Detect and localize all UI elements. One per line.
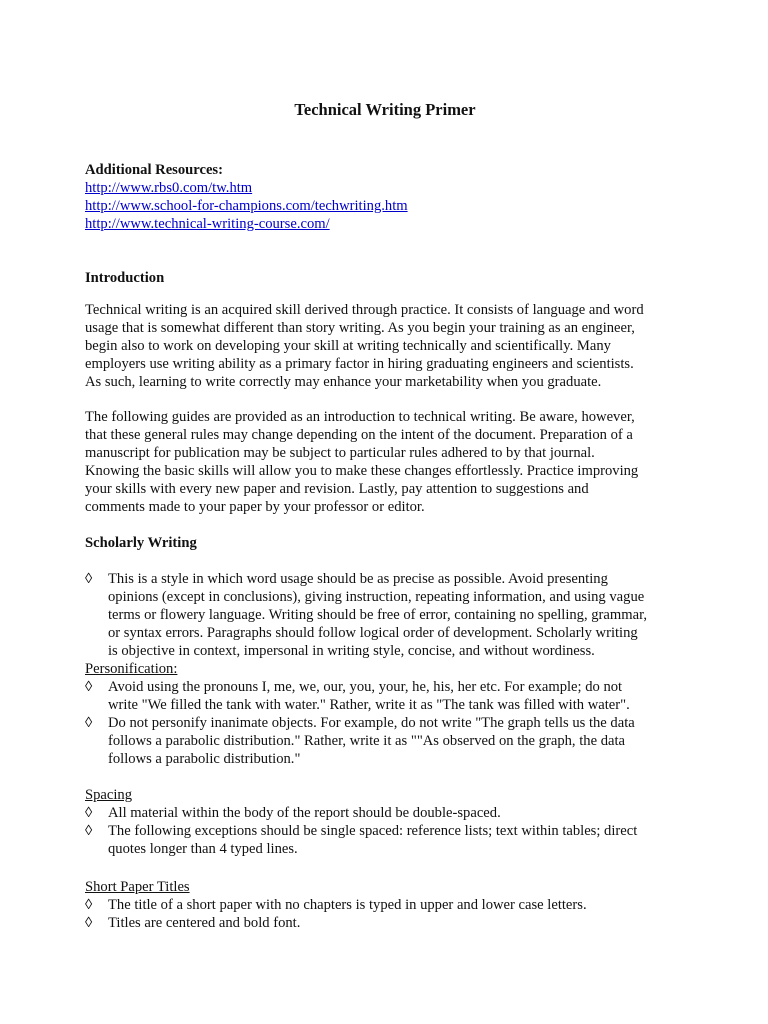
bullet-line: Avoid using the pronouns I, me, we, our, you, your, he, his, her etc. For example; do not — [108, 679, 623, 695]
personification-bullet-list — [85, 678, 685, 768]
bullet-line: is objective in context, impersonal in writing style, concise, and without wordiness. — [108, 643, 595, 659]
list-item — [85, 570, 685, 660]
additional-resources — [85, 161, 685, 233]
short-paper-titles-subheading: Short Paper Titles — [85, 879, 190, 895]
diamond-bullet-icon: ◊ — [85, 805, 93, 821]
resource-link-technical-writing-course[interactable]: http://www.technical-writing-course.com/ — [85, 216, 330, 232]
bullet-line: The following exceptions should be single spaced: reference lists; text within tables; direct — [108, 823, 638, 839]
intro-p2-line: that these general rules may change depending on the intent of the document. Preparation of a — [85, 427, 633, 443]
diamond-bullet-icon: ◊ — [85, 897, 93, 913]
scholarly-section — [85, 570, 685, 768]
intro-p1-line: employers use writing ability as a primary factor in hiring graduating engineers and scientists. — [85, 356, 634, 372]
intro-p2-line: manuscript for publication may be subject to particular rules adhered to by that journal. — [85, 445, 595, 461]
short-paper-titles-section — [85, 878, 685, 932]
resource-link-rbs0[interactable]: http://www.rbs0.com/tw.htm — [85, 180, 253, 196]
intro-p2-line: The following guides are provided as an introduction to technical writing. Be aware, however, — [85, 409, 635, 425]
list-item — [85, 822, 685, 858]
list-item — [85, 896, 685, 914]
bullet-line: follows a parabolic distribution." Rather, write it as ""As observed on the graph, the data — [108, 733, 625, 749]
bullet-line: Do not personify inanimate objects. For example, do not write "The graph tells us the data — [108, 715, 635, 731]
list-item — [85, 678, 685, 714]
diamond-bullet-icon: ◊ — [85, 915, 93, 931]
bullet-line: The title of a short paper with no chapters is typed in upper and lower case letters. — [108, 897, 587, 913]
bullet-line: follows a parabolic distribution." — [108, 751, 301, 767]
personification-subheading: Personification: — [85, 661, 178, 677]
spacing-subheading: Spacing — [85, 787, 133, 803]
titles-bullet-list — [85, 896, 685, 932]
list-item — [85, 714, 685, 768]
resources-heading: Additional Resources: — [85, 162, 223, 178]
intro-p1-line: usage that is somewhat different than story writing. As you begin your training as an engineer, — [85, 320, 635, 336]
diamond-bullet-icon: ◊ — [85, 715, 93, 731]
scholarly-bullet-list — [85, 570, 685, 660]
bullet-line: All material within the body of the report should be double-spaced. — [108, 805, 501, 821]
document-title: Technical Writing Primer — [294, 100, 476, 119]
intro-p1-line: begin also to work on developing your skill at writing technically and scientifically. Many — [85, 338, 611, 354]
bullet-line: This is a style in which word usage should be as precise as possible. Avoid presenting — [108, 571, 608, 587]
bullet-line: opinions (except in conclusions), giving instruction, repeating information, and using vague — [108, 589, 645, 605]
diamond-bullet-icon: ◊ — [85, 823, 93, 839]
introduction-paragraph-2 — [85, 408, 685, 516]
scholarly-heading-block — [85, 534, 685, 552]
bullet-line: or syntax errors. Paragraphs should follow logical order of development. Scholarly writing — [108, 625, 638, 641]
diamond-bullet-icon: ◊ — [85, 679, 93, 695]
diamond-bullet-icon: ◊ — [85, 571, 93, 587]
list-item — [85, 914, 685, 932]
bullet-line: Titles are centered and bold font. — [108, 915, 301, 931]
introduction-heading: Introduction — [85, 270, 165, 286]
intro-p1-line: As such, learning to write correctly may enhance your marketability when you graduate. — [85, 374, 602, 390]
introduction-paragraph-1 — [85, 301, 685, 391]
introduction-heading-block — [85, 269, 685, 287]
bullet-line: write "We filled the tank with water." Rather, write it as "The tank was filled with water". — [108, 697, 630, 713]
list-item — [85, 804, 685, 822]
scholarly-writing-heading: Scholarly Writing — [85, 535, 197, 551]
bullet-line: quotes longer than 4 typed lines. — [108, 841, 298, 857]
spacing-bullet-list — [85, 804, 685, 858]
intro-p2-line: comments made to your paper by your professor or editor. — [85, 499, 425, 515]
intro-p1-line: Technical writing is an acquired skill derived through practice. It consists of language and word — [85, 302, 644, 318]
intro-p2-line: Knowing the basic skills will allow you to make these changes effortlessly. Practice improving — [85, 463, 639, 479]
spacing-section — [85, 786, 685, 858]
intro-p2-line: your skills with every new paper and revision. Lastly, pay attention to suggestions and — [85, 481, 589, 497]
resource-link-school-for-champions[interactable]: http://www.school-for-champions.com/techwriting.htm — [85, 198, 408, 214]
bullet-line: terms or flowery language. Writing should be free of error, containing no spelling, grammar, — [108, 607, 647, 623]
